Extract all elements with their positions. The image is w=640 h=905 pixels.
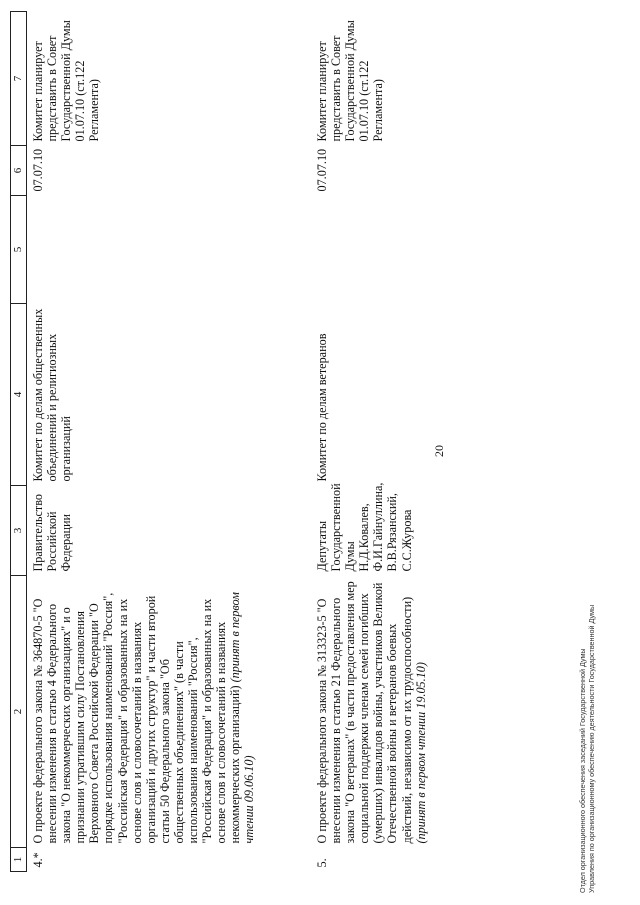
bill-title: О проекте федерального закона № 313323-5 "О внесении изменения в статью 21 Федерального закона "О ветеранах" (в части предоставления мер социальной поддержки членам семей погибших (умерших) инвалидов войны, участников Великой Отечественной войны и ветеранов боевых действий, независимо от их трудоспособности) <box>315 581 414 844</box>
initiator-cell: Депутаты Государственной Думы Н.Д.Ковалев, Ф.И.Гайнуллина, В.В.Рязанский, С.С.Журова <box>315 482 414 572</box>
bill-title: О проекте федерального закона № 364870-5 "О внесении изменения в статью 4 Федерального закона "О некоммерческих организациях" и о признании утратившим силу Постановления Верховного Совета Российской Федерации "О порядке использования наименований "Россия", "Российская Федерация" и образованных на их основе слов и словосочетаний в названиях организаций и других структур" и части второй статьи 50 Федерального закона "Об общественных объединениях" (в части использования наименований "Россия", "Российская Федерация" и образованных на их основе слов и словосочетаний в названиях некоммерческих организаций) <box>31 592 243 844</box>
committee-cell: Комитет по делам общественных объединений и религиозных организаций <box>31 308 74 482</box>
column-header: 7 <box>11 12 27 146</box>
bills-table <box>10 11 428 872</box>
date-cell: 07.07.10 <box>315 148 329 192</box>
footer-line: Отдел организационного обеспечения заседаний Государственной Думы <box>578 648 587 893</box>
column-header: 5 <box>11 196 27 304</box>
column-5-cell <box>27 196 312 304</box>
table-header-row <box>11 12 27 872</box>
status-cell: Комитет планирует представить в Совет Государственной Думы 01.07.10 (ст.122 Регламента) <box>315 20 386 142</box>
column-header: 6 <box>11 146 27 196</box>
initiator-cell: Правительство Российской Федерации <box>31 494 74 572</box>
column-header: 4 <box>11 304 27 486</box>
bill-cell <box>27 576 312 848</box>
document-footer <box>578 605 596 893</box>
date-cell: 07.07.10 <box>31 148 45 192</box>
footer-line: Управления по организационному обеспечению деятельности Государственной Думы <box>587 604 596 893</box>
page-number: 20 <box>432 445 446 457</box>
reading-note: (принят в первом чтении 09.06.10) <box>228 592 257 844</box>
column-header: 3 <box>11 486 27 576</box>
row-number: 5. <box>315 858 329 868</box>
column-header: 2 <box>11 576 27 848</box>
table-row <box>311 12 428 872</box>
reading-note: (принят в первом чтении 19.05.10) <box>413 662 428 844</box>
committee-cell: Комитет по делам ветеранов <box>315 333 329 482</box>
status-cell: Комитет планирует представить в Совет Государственной Думы 01.07.10 (ст.122 Регламента) <box>31 20 102 142</box>
column-header: 1 <box>11 848 27 872</box>
bill-cell <box>311 576 428 848</box>
table-row <box>27 12 312 872</box>
column-5-cell <box>311 196 428 304</box>
row-number: 4.* <box>31 852 45 868</box>
